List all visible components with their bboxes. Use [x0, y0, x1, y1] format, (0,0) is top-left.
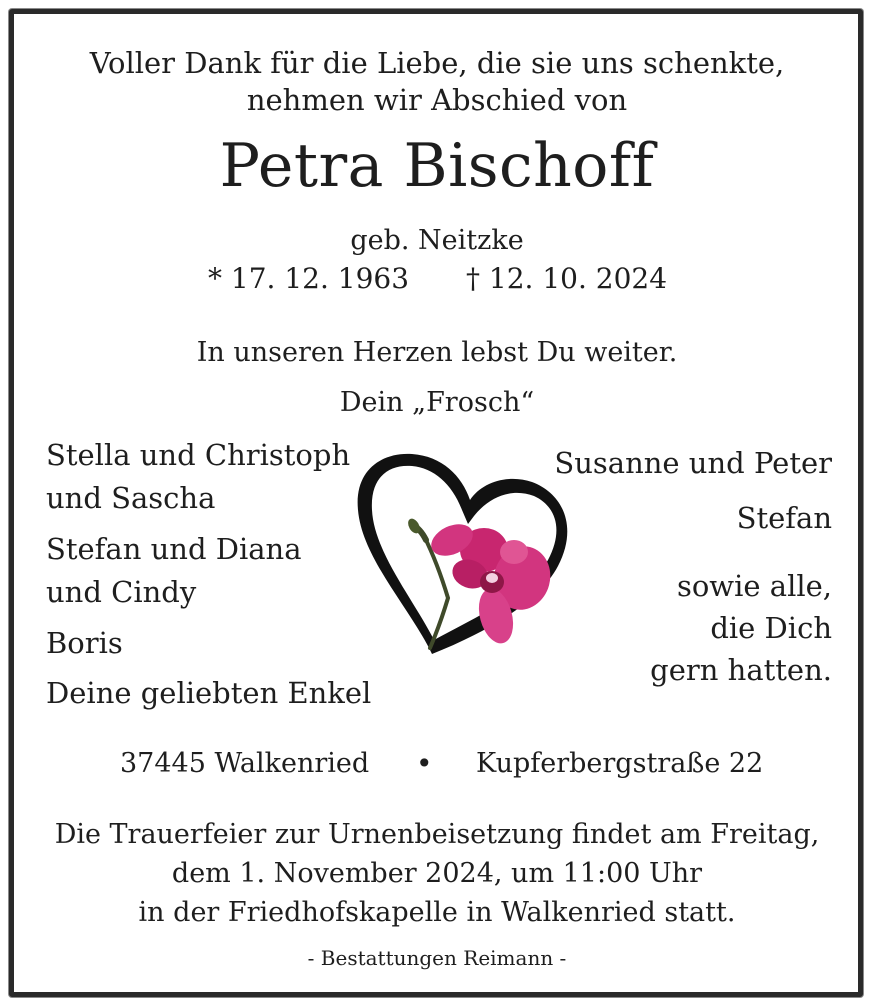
- birth-name: geb. Neitzke: [350, 225, 524, 256]
- left-mourner-line-3: Stefan und Diana: [46, 532, 302, 566]
- birth-date: * 17. 12. 1963: [208, 262, 410, 295]
- address-separator: •: [416, 747, 433, 780]
- left-mourner-line-6: Deine geliebten Enkel: [46, 676, 372, 710]
- undertaker: - Bestattungen Reimann -: [307, 946, 567, 970]
- address-city: 37445 Walkenried: [120, 748, 370, 779]
- right-mourner-line-1: Susanne und Peter: [554, 446, 832, 480]
- heart-with-orchid-icon: [352, 448, 582, 658]
- ceremony-line-3: in der Friedhofskapelle in Walkenried statt.: [138, 897, 736, 928]
- left-mourner-line-5: Boris: [46, 626, 123, 660]
- ceremony-line-2: dem 1. November 2024, um 11:00 Uhr: [171, 858, 703, 889]
- left-mourner-line-1: Stella und Christoph: [46, 438, 351, 472]
- ceremony-line-1: Die Trauerfeier zur Urnenbeisetzung findet am Freitag,: [54, 819, 820, 850]
- right-mourner-line-2: Stefan: [736, 501, 832, 535]
- right-mourner-line-4: die Dich: [710, 611, 832, 645]
- intro-line-2: nehmen wir Abschied von: [246, 83, 628, 117]
- death-date: † 12. 10. 2024: [466, 262, 668, 295]
- deceased-name: Petra Bischoff: [219, 131, 655, 201]
- quote: In unseren Herzen lebst Du weiter.: [196, 337, 678, 368]
- left-mourner-line-2: und Sascha: [46, 481, 216, 515]
- left-mourner-line-4: und Cindy: [46, 575, 197, 609]
- address-street: Kupferbergstraße 22: [476, 748, 764, 779]
- right-mourner-line-5: gern hatten.: [650, 653, 832, 687]
- intro-line-1: Voller Dank für die Liebe, die sie uns schenkte,: [89, 46, 785, 80]
- nickname: Dein „Frosch“: [339, 387, 535, 418]
- right-mourner-line-3: sowie alle,: [676, 569, 832, 603]
